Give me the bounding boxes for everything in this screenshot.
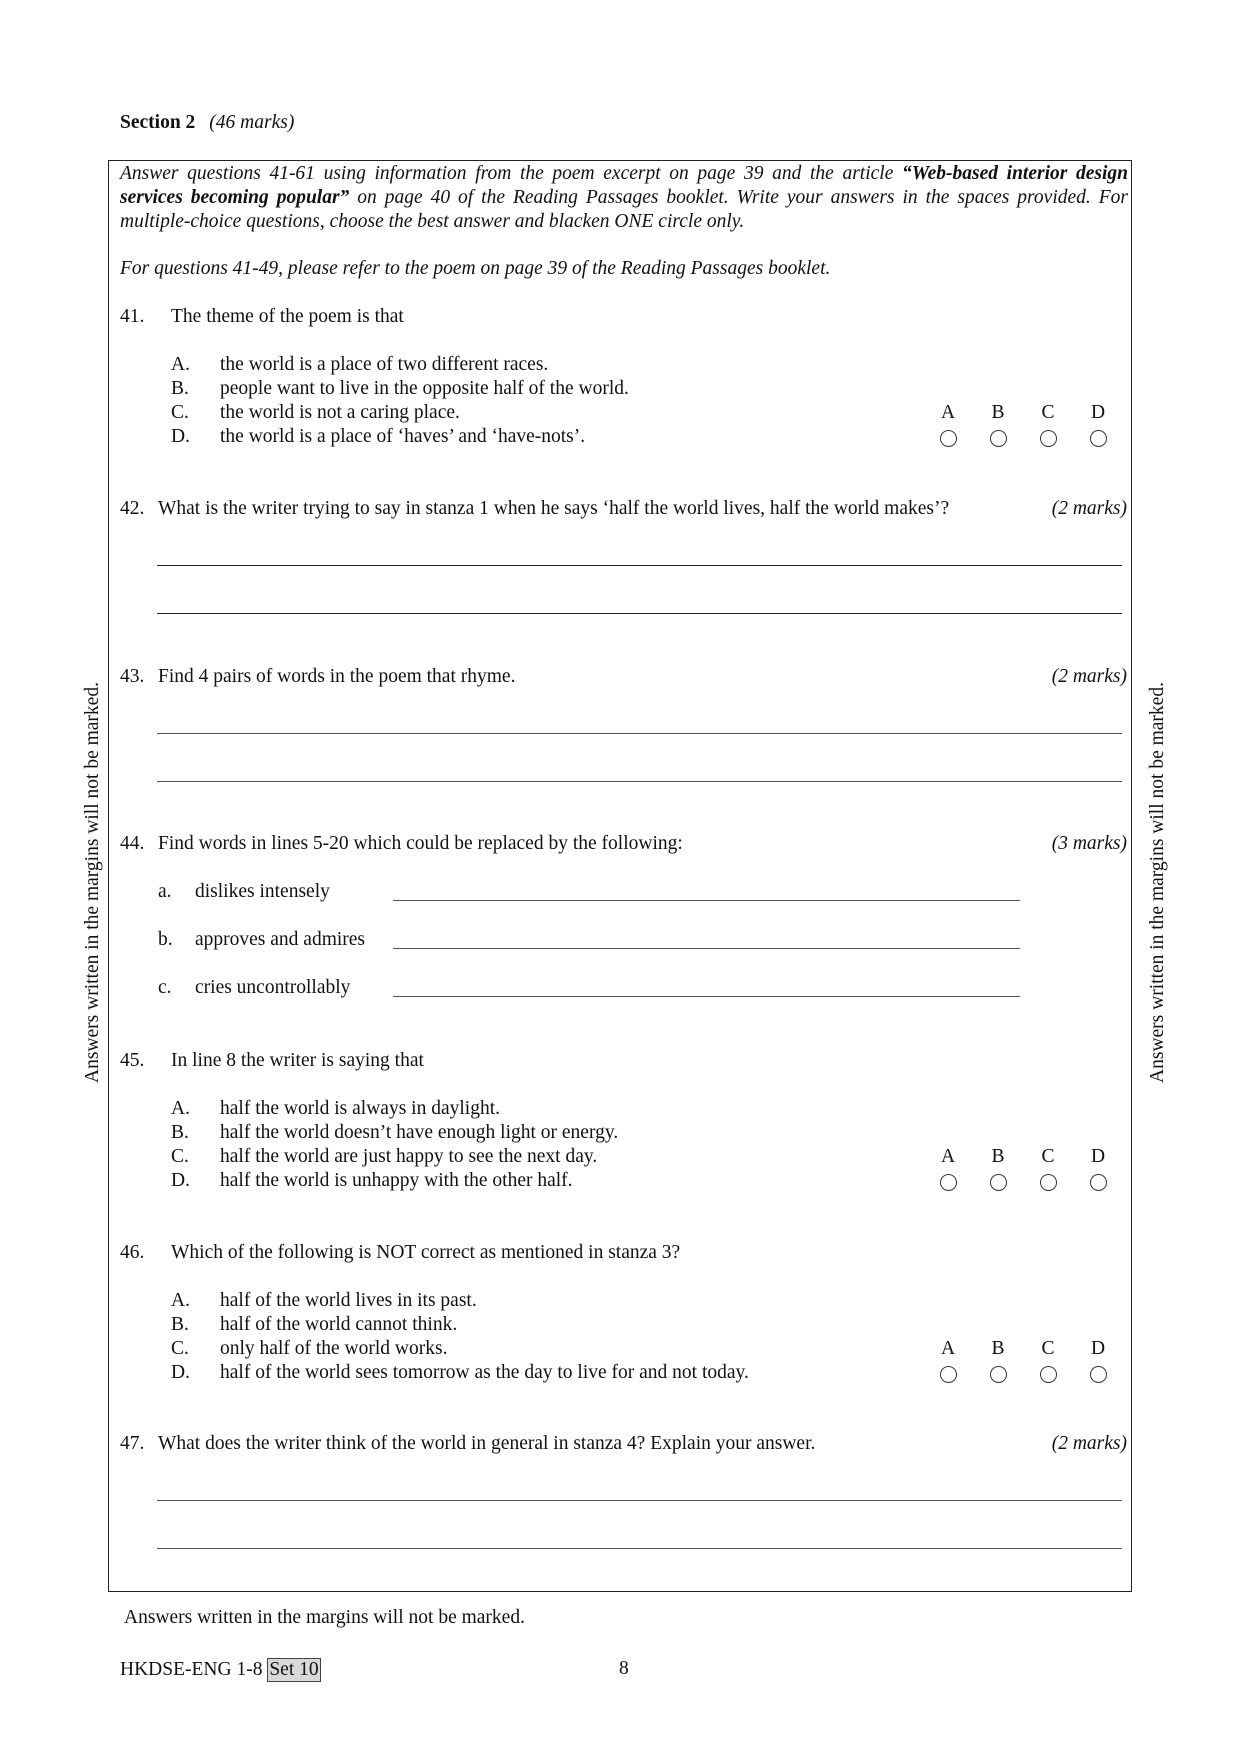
option-text: only half of the world works. bbox=[220, 1338, 448, 1359]
bubble-label-a: A bbox=[940, 1338, 956, 1359]
option-text: half the world is unhappy with the other half. bbox=[220, 1170, 573, 1191]
bubble-label-b: B bbox=[991, 1146, 1005, 1167]
question-marks: (2 marks) bbox=[1051, 498, 1127, 519]
question-number: 43. bbox=[120, 666, 145, 687]
question-text: The theme of the poem is that bbox=[171, 306, 404, 327]
option-letter: D. bbox=[171, 1362, 190, 1383]
bubble-c[interactable] bbox=[1040, 1174, 1057, 1191]
bubble-label-d: D bbox=[1090, 402, 1106, 423]
option-letter: B. bbox=[171, 378, 189, 399]
option-text: the world is not a caring place. bbox=[220, 402, 460, 423]
option-text: half the world is always in daylight. bbox=[220, 1098, 500, 1119]
option-letter: B. bbox=[171, 1314, 189, 1335]
item-text: approves and admires bbox=[195, 929, 366, 950]
option-letter: A. bbox=[171, 1098, 190, 1119]
bubble-label-c: C bbox=[1041, 402, 1055, 423]
bubble-label-d: D bbox=[1090, 1338, 1106, 1359]
bubble-d[interactable] bbox=[1090, 1366, 1107, 1383]
bubble-a[interactable] bbox=[940, 430, 957, 447]
option-letter: A. bbox=[171, 354, 190, 375]
footer-code bbox=[120, 1658, 321, 1682]
bubble-label-a: A bbox=[940, 402, 956, 423]
question-text: Find words in lines 5-20 which could be replaced by the following: bbox=[158, 833, 683, 854]
question-text: Which of the following is NOT correct as mentioned in stanza 3? bbox=[171, 1242, 681, 1263]
question-marks: (3 marks) bbox=[1051, 833, 1127, 854]
option-text: half the world doesn’t have enough light or energy. bbox=[220, 1122, 619, 1143]
question-text: Find 4 pairs of words in the poem that rhyme. bbox=[158, 666, 516, 687]
question-number: 47. bbox=[120, 1433, 145, 1454]
option-text: half of the world cannot think. bbox=[220, 1314, 458, 1335]
page-number: 8 bbox=[619, 1658, 629, 1679]
section-heading bbox=[120, 112, 294, 134]
answer-line[interactable] bbox=[157, 565, 1122, 566]
question-marks: (2 marks) bbox=[1051, 1433, 1127, 1454]
option-letter: C. bbox=[171, 402, 189, 423]
question-number: 41. bbox=[120, 306, 145, 327]
item-letter: a. bbox=[158, 881, 172, 902]
option-letter: D. bbox=[171, 426, 190, 447]
instructions bbox=[120, 162, 1128, 234]
set-label: Set 10 bbox=[269, 1659, 319, 1680]
question-number: 45. bbox=[120, 1050, 145, 1071]
bubble-label-a: A bbox=[940, 1146, 956, 1167]
bubble-label-c: C bbox=[1041, 1338, 1055, 1359]
item-letter: b. bbox=[158, 929, 173, 950]
refer-note: For questions 41-49, please refer to the poem on page 39 of the Reading Passages booklet. bbox=[120, 258, 831, 279]
option-letter: A. bbox=[171, 1290, 190, 1311]
option-letter: D. bbox=[171, 1170, 190, 1191]
bubble-d[interactable] bbox=[1090, 430, 1107, 447]
option-text: half of the world sees tomorrow as the day to live for and not today. bbox=[220, 1362, 749, 1383]
item-text: cries uncontrollably bbox=[195, 977, 351, 998]
section-marks: (46 marks) bbox=[209, 112, 295, 133]
option-letter: C. bbox=[171, 1338, 189, 1359]
bubble-a[interactable] bbox=[940, 1174, 957, 1191]
option-text: half the world are just happy to see the next day. bbox=[220, 1146, 598, 1167]
bubble-d[interactable] bbox=[1090, 1174, 1107, 1191]
bubble-a[interactable] bbox=[940, 1366, 957, 1383]
question-number: 46. bbox=[120, 1242, 145, 1263]
option-letter: B. bbox=[171, 1122, 189, 1143]
footer-margin-note: Answers written in the margins will not be marked. bbox=[124, 1607, 525, 1628]
instructions-text-2: on page 40 of the Reading Passages booklet. Write your answers in the spaces provided. For multiple-choice questions, choose the best answer and blacken ONE circle only. bbox=[120, 187, 1128, 232]
bubble-c[interactable] bbox=[1040, 1366, 1057, 1383]
question-number: 44. bbox=[120, 833, 145, 854]
item-text: dislikes intensely bbox=[195, 881, 330, 902]
bubble-label-d: D bbox=[1090, 1146, 1106, 1167]
bubble-label-c: C bbox=[1041, 1146, 1055, 1167]
answer-line-c[interactable] bbox=[393, 996, 1020, 997]
question-marks: (2 marks) bbox=[1051, 666, 1127, 687]
answer-line[interactable] bbox=[157, 1548, 1122, 1549]
bubble-b[interactable] bbox=[990, 430, 1007, 447]
bubble-b[interactable] bbox=[990, 1174, 1007, 1191]
article-title: “Web-based interior design services becoming popular” bbox=[120, 163, 1128, 208]
question-number: 42. bbox=[120, 498, 145, 519]
answer-line-b[interactable] bbox=[393, 948, 1020, 949]
question-text: In line 8 the writer is saying that bbox=[171, 1050, 424, 1071]
item-letter: c. bbox=[158, 977, 172, 998]
bubble-label-b: B bbox=[991, 1338, 1005, 1359]
section-title: Section 2 bbox=[120, 112, 196, 133]
question-text: What is the writer trying to say in stanza 1 when he says ‘half the world lives, half the world makes’? bbox=[158, 498, 950, 519]
option-text: people want to live in the opposite half of the world. bbox=[220, 378, 629, 399]
bubble-label-b: B bbox=[991, 402, 1005, 423]
answer-line[interactable] bbox=[157, 1500, 1122, 1501]
left-margin-note: Answers written in the margins will not be marked. bbox=[82, 682, 103, 1083]
paper-code: HKDSE-ENG 1-8 bbox=[120, 1659, 263, 1680]
bubble-b[interactable] bbox=[990, 1366, 1007, 1383]
right-margin-note: Answers written in the margins will not be marked. bbox=[1147, 682, 1168, 1083]
option-text: the world is a place of two different races. bbox=[220, 354, 549, 375]
question-text: What does the writer think of the world in general in stanza 4? Explain your answer. bbox=[158, 1433, 816, 1454]
answer-line-a[interactable] bbox=[393, 900, 1020, 901]
option-text: half of the world lives in its past. bbox=[220, 1290, 477, 1311]
answer-line[interactable] bbox=[157, 613, 1122, 614]
answer-line[interactable] bbox=[157, 781, 1122, 782]
bubble-c[interactable] bbox=[1040, 430, 1057, 447]
instructions-text-1: Answer questions 41-61 using information from the poem excerpt on page 39 and the article bbox=[120, 163, 902, 184]
option-letter: C. bbox=[171, 1146, 189, 1167]
option-text: the world is a place of ‘haves’ and ‘have-nots’. bbox=[220, 426, 586, 447]
answer-line[interactable] bbox=[157, 733, 1122, 734]
